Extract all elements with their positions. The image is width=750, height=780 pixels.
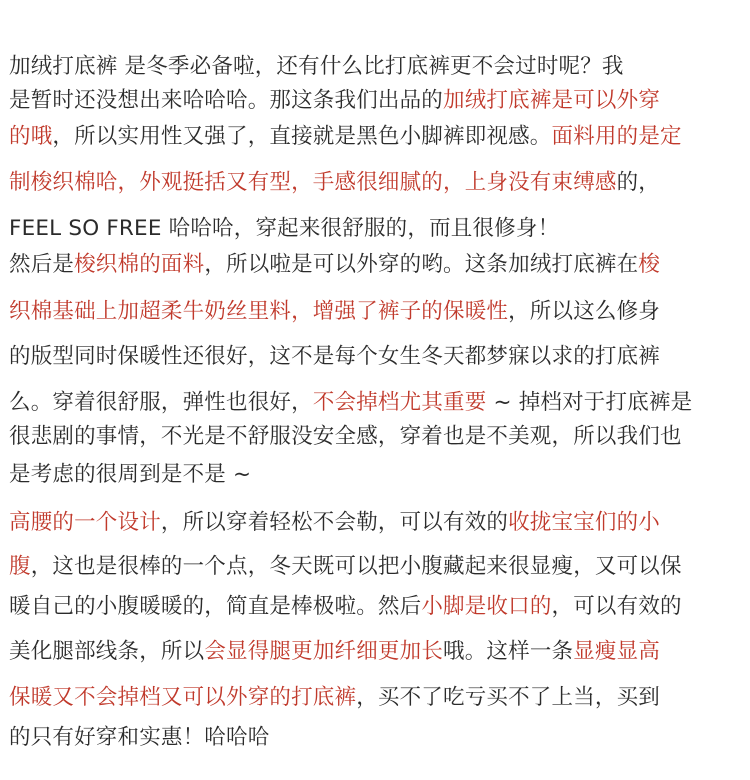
- text-line: [9, 508, 740, 538]
- text-line: [9, 637, 740, 667]
- body-text: 哦。这样一条: [443, 639, 574, 664]
- highlighted-text: 高腰的一个设计: [9, 510, 161, 535]
- body-text: FEEL SO FREE 哈哈哈，穿起来很舒服的，而且很修身！: [9, 216, 560, 241]
- text-line: [9, 342, 740, 372]
- text-line: [9, 592, 740, 622]
- body-text: ~ 掉档对于打底裤是: [486, 390, 693, 415]
- body-text: 的版型同时保暖性还很好，这不是每个女生冬天都梦寐以求的打底裤: [9, 344, 661, 369]
- text-line: [9, 388, 740, 418]
- highlighted-text: 不会掉档尤其重要: [312, 390, 487, 415]
- body-text: 是考虑的很周到是不是 ~: [9, 462, 252, 487]
- body-text: 暖自己的小腹暖暖的，简直是棒极啦。然后: [9, 594, 422, 619]
- text-line: [9, 552, 740, 582]
- highlighted-text: 显瘦显高: [573, 639, 661, 664]
- body-text: 加绒打底裤 是冬季必备啦，还有什么比打底裤更不会过时呢？我: [9, 54, 624, 79]
- body-text: 然后是: [9, 252, 75, 277]
- body-text: 是暂时还没想出来哈哈哈。那这条我们出品的: [9, 88, 444, 113]
- highlighted-text: 小脚是收口的: [421, 594, 552, 619]
- body-text: 的，: [616, 170, 661, 195]
- body-text: ，所以这么修身: [508, 299, 661, 324]
- body-text: ，买不了吃亏买不了上当，买到: [356, 685, 661, 710]
- text-line: [9, 52, 740, 82]
- text-line: [9, 422, 740, 452]
- highlighted-text: 织棉基础上加超柔牛奶丝里料，增强了裤子的保暖性: [9, 299, 509, 324]
- text-line: [9, 86, 740, 116]
- text-line: [9, 122, 740, 152]
- body-text: 很悲剧的事情，不光是不舒服没安全感，穿着也是不美观，所以我们也: [9, 424, 682, 449]
- body-text: ，所以啦是可以外穿的哟。这条加绒打底裤在: [204, 252, 639, 277]
- body-text: ，所以实用性又强了，直接就是黑色小脚裤即视感。: [52, 124, 552, 149]
- text-line: [9, 168, 740, 198]
- highlighted-text: 制梭织棉哈，外观挺括又有型，手感很细腻的，上身没有束缚感: [9, 170, 617, 195]
- highlighted-text: 的哦: [9, 124, 53, 149]
- highlighted-text: 加绒打底裤是可以外穿: [443, 88, 661, 113]
- body-text: 么。穿着很舒服，弹性也很好，: [9, 390, 313, 415]
- text-line: [9, 297, 740, 327]
- body-text: 美化腿部线条，所以: [9, 639, 205, 664]
- highlighted-text: 收拢宝宝们的小: [508, 510, 661, 535]
- text-line: [9, 683, 740, 713]
- highlighted-text: 保暖又不会掉档又可以外穿的打底裤: [9, 685, 357, 710]
- highlighted-text: 腹: [9, 554, 31, 579]
- highlighted-text: 会显得腿更加纤细更加长: [204, 639, 444, 664]
- body-text: ，可以有效的: [551, 594, 682, 619]
- text-line: [9, 460, 740, 490]
- body-text: 的只有好穿和实惠！哈哈哈: [9, 725, 270, 750]
- text-line: [9, 250, 740, 280]
- text-line: [9, 214, 740, 244]
- body-text: ，所以穿着轻松不会勒，可以有效的: [160, 510, 509, 535]
- highlighted-text: 梭: [638, 252, 661, 277]
- highlighted-text: 梭织棉的面料: [74, 252, 205, 277]
- body-text: ，这也是很棒的一个点，冬天既可以把小腹藏起来很显瘦，又可以保: [30, 554, 682, 579]
- text-line: [9, 723, 740, 753]
- highlighted-text: 面料用的是定: [551, 124, 682, 149]
